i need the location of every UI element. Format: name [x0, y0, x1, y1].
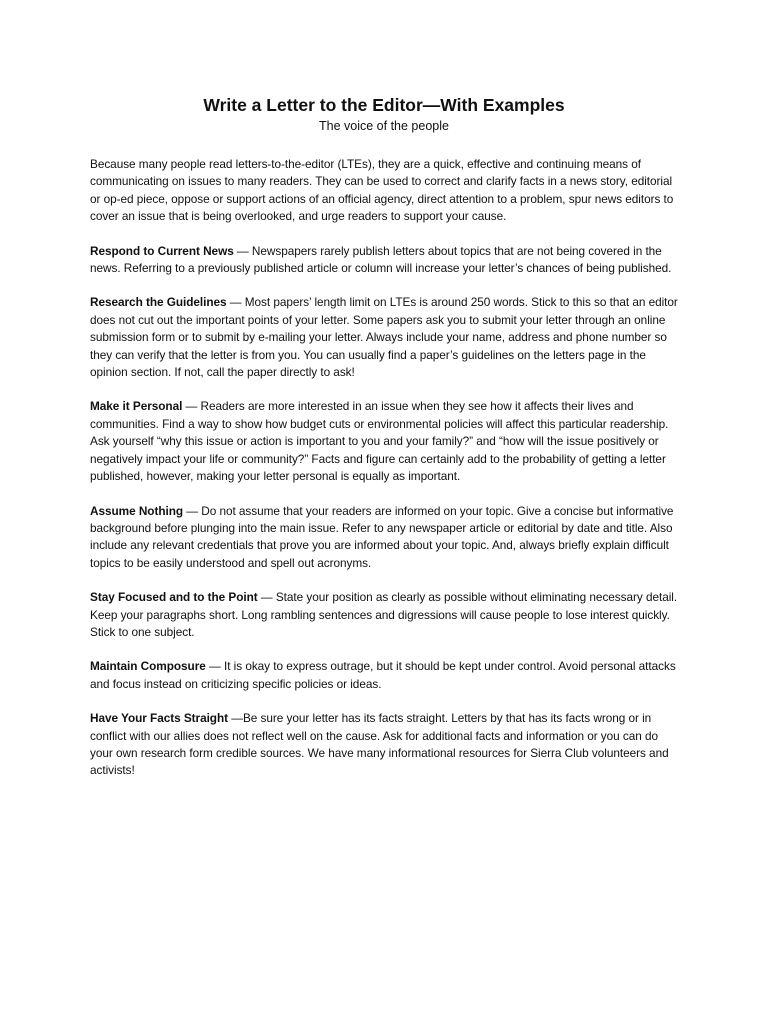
- section-heading: Assume Nothing: [90, 503, 184, 518]
- section-research-guidelines: [90, 294, 678, 381]
- section-heading: Research the Guidelines: [90, 295, 227, 310]
- section-heading: Have Your Facts Straight: [90, 711, 229, 726]
- section-heading: Stay Focused and to the Point: [90, 590, 258, 605]
- section-make-it-personal: [90, 398, 678, 485]
- page-subtitle: The voice of the people: [319, 119, 449, 133]
- section-body: — State your position as clearly as possible without eliminating necessary detail. Keep your paragraphs short. Long rambling sentences and digressions will cause people to lose interest quickly. Stick to one subject.: [90, 590, 678, 639]
- section-respond-current-news: [90, 243, 678, 278]
- section-heading: Respond to Current News: [90, 243, 234, 258]
- section-body: — Newspapers rarely publish letters about topics that are not being covered in the news. Referring to a previously published article or column will increase your letter’s chances of being published.: [90, 243, 672, 276]
- section-facts-straight: [90, 710, 678, 780]
- section-maintain-composure: [90, 658, 678, 693]
- section-assume-nothing: [90, 503, 678, 573]
- section-body: — Do not assume that your readers are informed on your topic. Give a concise but informative background before plunging into the main issue. Refer to any newspaper article or editorial by date and title. Also include any relevant credentials that prove you are informed about your topic. And, always briefly explain difficult topics to be easily understood and spell out acronyms.: [90, 503, 674, 570]
- section-heading: Make it Personal: [90, 399, 183, 414]
- section-stay-focused: [90, 589, 678, 641]
- section-heading: Maintain Composure: [90, 659, 206, 674]
- section-body: — It is okay to express outrage, but it should be kept under control. Avoid personal attacks and focus instead on criticizing specific policies or ideas.: [90, 659, 676, 691]
- section-body: — Most papers’ length limit on LTEs is around 250 words. Stick to this so that an editor does not cut out the important points of your letter. Some papers ask you to submit your letter through an online submission form or to submit by e-mailing your letter. Always include your name, address and phone number so they can verify that the letter is from you. You can usually find a paper’s guidelines on the letters page in the opinion section. If not, call the paper directly to ask!: [90, 295, 678, 380]
- section-body: —Be sure your letter has its facts straight. Letters by that has its facts wrong or in conflict with our allies does not reflect well on the cause. Ask for additional facts and information or you can do your own research form credible sources. We have many informational resources for Sierra Club volunteers and activists!: [90, 711, 669, 778]
- intro-paragraph: Because many people read letters-to-the-editor (LTEs), they are a quick, effective and continuing means of communicating on issues to many readers. They can be used to correct and clarify facts in a news story, editorial or op-ed piece, oppose or support actions of an official agency, direct attention to a problem, spur news editors to cover an issue that is being overlooked, and urge readers to support your cause.: [90, 157, 674, 224]
- page-title: Write a Letter to the Editor—With Examples: [203, 95, 565, 115]
- section-body: — Readers are more interested in an issue when they see how it affects their lives and communities. Find a way to show how budget cuts or environmental policies will affect this particular readership. Ask yourself “why this issue or action is important to you and your family?” and “how will the issue positively or negatively impact your life or community?” Facts and figure can certainly add to the probability of getting a letter published, however, making your letter personal is equally as important.: [90, 399, 669, 484]
